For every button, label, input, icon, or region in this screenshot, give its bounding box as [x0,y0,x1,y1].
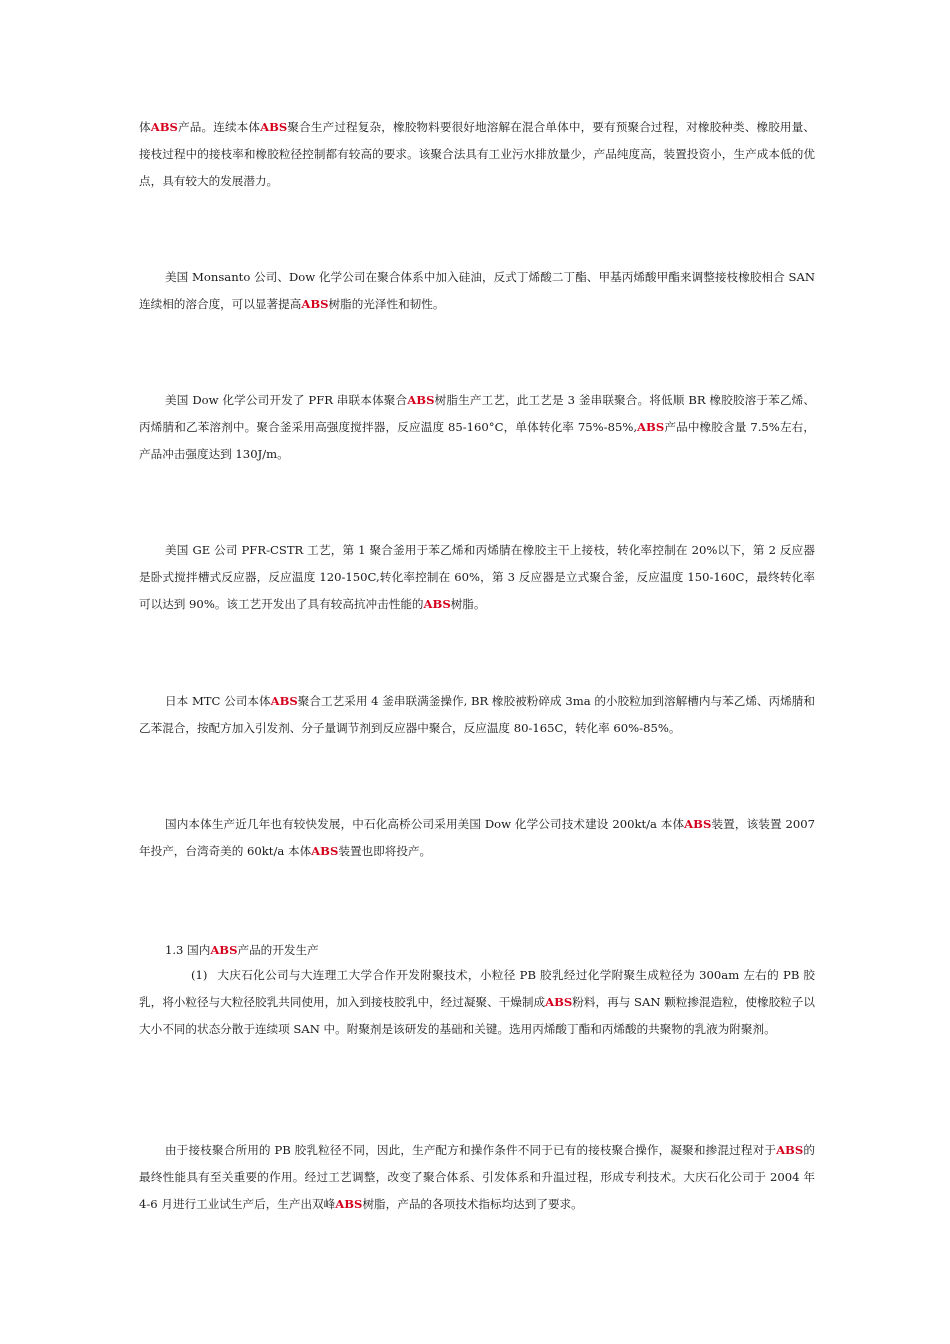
highlighted-term: ABS [776,1143,804,1157]
highlighted-term: ABS [335,1197,363,1211]
highlighted-term: ABS [311,844,339,858]
paragraph-2: 美国 Monsanto 公司、Dow 化学公司在聚合体系中加入硅油，反式丁烯酸二丁酯、甲基丙烯酸甲酯来调整接枝橡胶相合 SAN 连续相的溶合度，可以显著提高ABS树脂的光泽性和韧性。 [139,270,815,311]
highlighted-term: ABS [270,694,298,708]
highlighted-term: ABS [210,943,238,957]
paragraph-5: 日本 MTC 公司本体ABS聚合工艺采用 4 釜串联满釜操作, BR 橡胶被粉碎成 3ma 的小胶粒加到溶解槽内与苯乙烯、丙烯腈和乙苯混合，按配方加入引发剂、分子量调节剂到反应器中聚合，反应温度 80-165C，转化率 60%-85%。 [139,694,815,735]
highlighted-term: ABS [637,420,665,434]
highlighted-term: ABS [150,120,178,134]
paragraph-4: 美国 GE 公司 PFR-CSTR 工艺，第 1 聚合釜用于苯乙烯和丙烯腈在橡胶主干上接枝，转化率控制在 20%以下，第 2 反应器是卧式搅拌槽式反应器，反应温度 120-150C,转化率控制在 60%，第 3 反应器是立式聚合釜，反应温度 150-160C，最终转化率可以达到 90%。该工艺开发出了具有较高抗冲击性能的ABS树脂。 [139,543,815,611]
paragraph-1: 体ABS产品。连续本体ABS聚合生产过程复杂，橡胶物料要很好地溶解在混合单体中，要有预聚合过程，对橡胶种类、橡胶用量、接枝过程中的接枝率和橡胶粒径控制都有较高的要求。该聚合法具有工业污水排放量少，产品纯度高，装置投资小，生产成本低的优点，具有较大的发展潜力。 [139,120,815,188]
paragraph-item-1: (1) 大庆石化公司与大连理工大学合作开发附聚技术，小粒径 PB 胶乳经过化学附聚生成粒径为 300am 左右的 PB 胶乳，将小粒径与大粒径胶乳共同使用，加入到接枝胶乳中，经过凝聚、干燥制成ABS粉料，再与 SAN 颗粒掺混造粒，使橡胶粒子以大小不同的状态分散于连续项 SAN 中。附聚剂是该研发的基础和关键。选用丙烯酸丁酯和丙烯酸的共聚物的乳液为附聚剂。 [139,962,815,1043]
highlighted-term: ABS [684,817,712,831]
list-item-number: (1) [191,968,208,982]
highlighted-term: ABS [260,120,288,134]
highlighted-term: ABS [407,393,435,407]
highlighted-term: ABS [423,597,451,611]
highlighted-term: ABS [301,297,329,311]
paragraph-6: 国内本体生产近几年也有较快发展，中石化高桥公司采用美国 Dow 化学公司技术建设 200kt/a 本体ABS装置，该装置 2007 年投产，台湾奇美的 60kt/a 本体ABS装置也即将投产。 [139,817,815,858]
paragraph-9: 由于接枝聚合所用的 PB 胶乳粒径不同，因此，生产配方和操作条件不同于已有的接枝聚合操作，凝聚和掺混过程对于ABS的最终性能具有至关重要的作用。经过工艺调整，改变了聚合体系、引发体系和升温过程，形成专利技术。大庆石化公司于 2004 年 4-6 月进行工业试生产后，生产出双峰ABS树脂，产品的各项技术指标均达到了要求。 [139,1143,815,1211]
highlighted-term: ABS [545,995,573,1009]
paragraph-3: 美国 Dow 化学公司开发了 PFR 串联本体聚合ABS树脂生产工艺，此工艺是 3 釜串联聚合。将低顺 BR 橡胶胶溶于苯乙烯、丙烯腈和乙苯溶剂中。聚合釜采用高强度搅拌器，反应温度 85-160°C，单体转化率 75%-85%,ABS产品中橡胶含量 7.5%左右，产品冲击强度达到 130J/m。 [139,393,816,461]
section-heading: 1.3 国内ABS产品的开发生产 [165,943,319,957]
